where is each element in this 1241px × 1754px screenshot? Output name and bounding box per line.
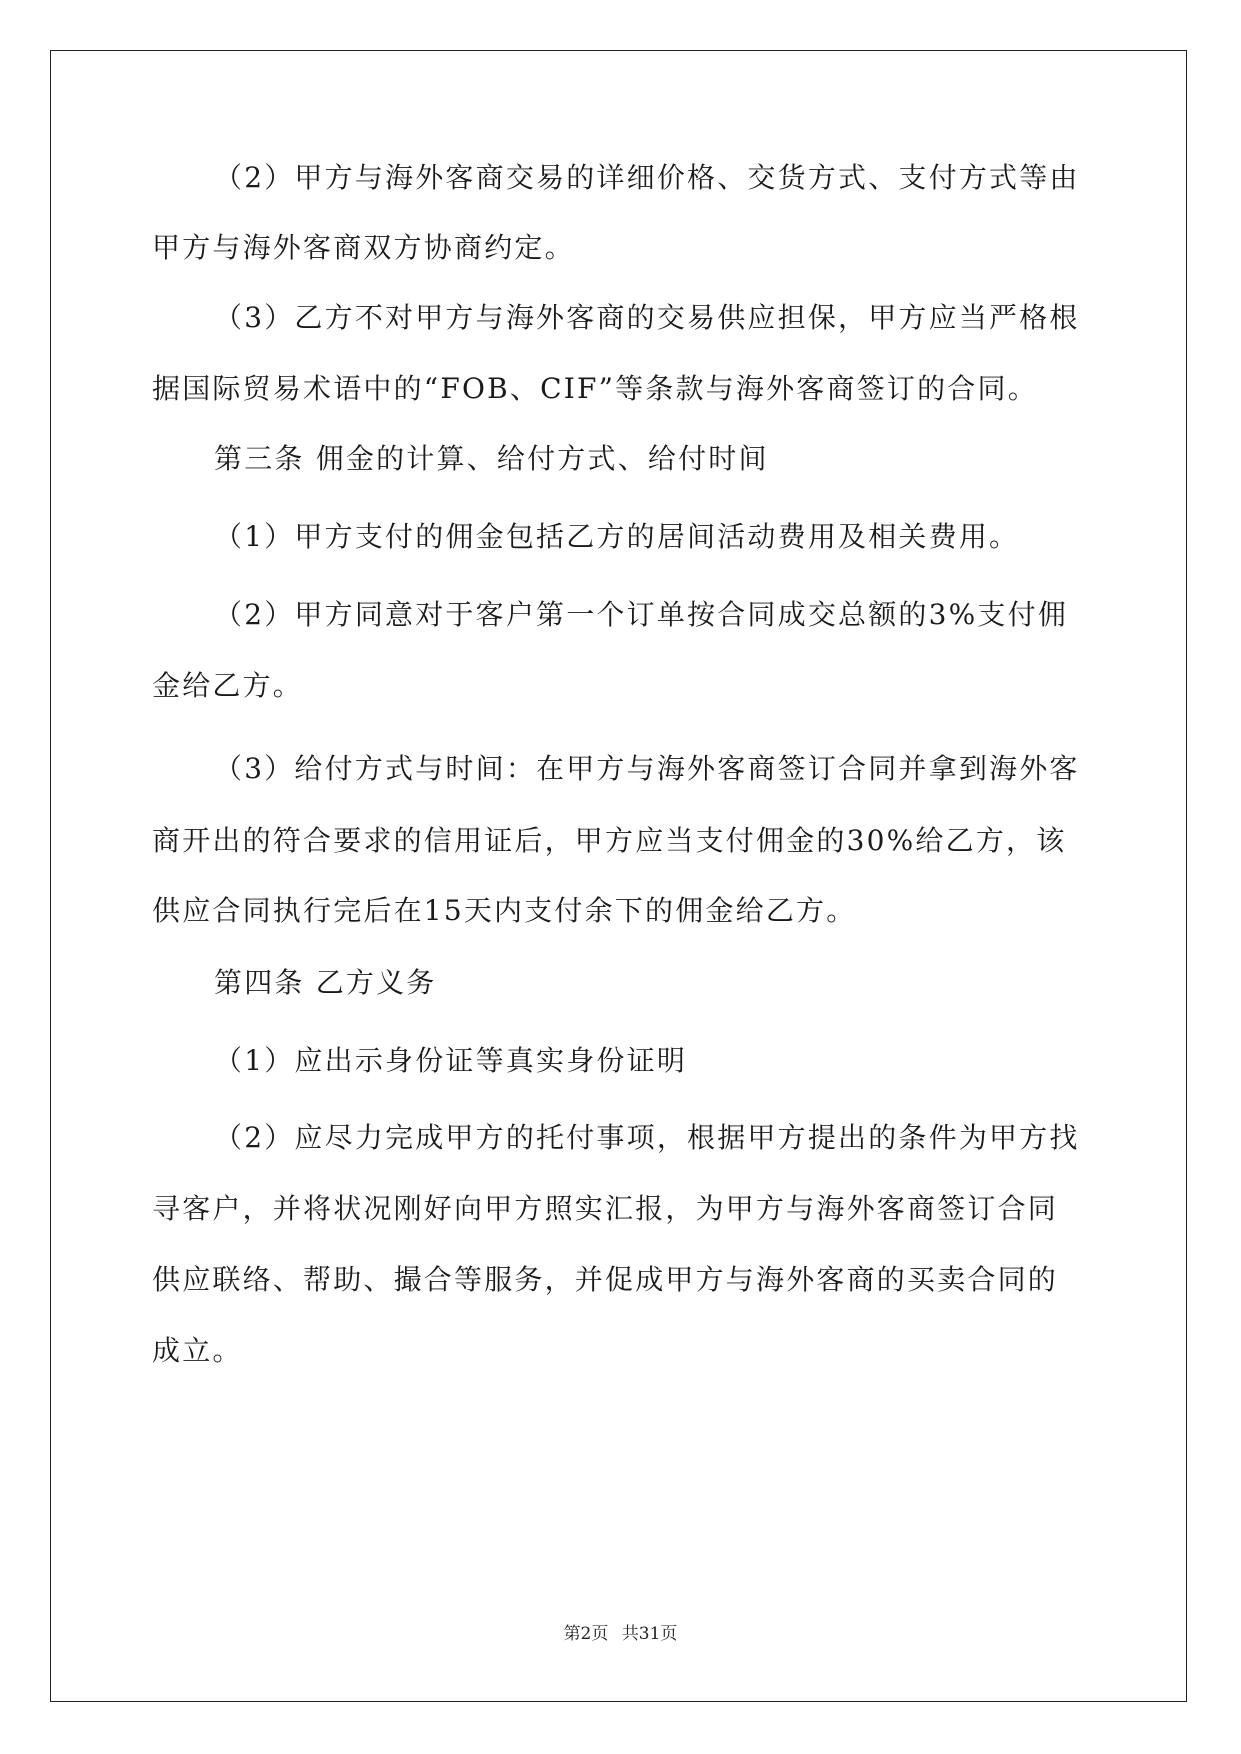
page-total: 共31页 [621,1624,678,1644]
text-line: （2）甲方同意对于客户第一个订单按合同成交总额的3%支付佣 [214,598,1069,631]
text-line: （3）给付方式与时间：在甲方与海外客商签订合同并拿到海外客 [214,752,1080,785]
text-line: 据国际贸易术语中的“FOB、CIF”等条款与海外客商签订的合同。 [152,372,1038,405]
text-line: 寻客户，并将状况刚好向甲方照实汇报，为甲方与海外客商签订合同 [152,1192,1059,1225]
text-line: （2）甲方与海外客商交易的详细价格、交货方式、支付方式等由 [214,161,1080,194]
text-line: （1）应出示身份证等真实身份证明 [214,1044,688,1077]
text-line: 甲方与海外客商双方协商约定。 [152,231,575,264]
page-number: 第2页 [563,1624,609,1644]
text-line: 成立。 [152,1334,243,1367]
text-line: 金给乙方。 [152,669,304,702]
text-line: 供应联络、帮助、撮合等服务，并促成甲方与海外客商的买卖合同的 [152,1263,1059,1296]
text-line: （1）甲方支付的佣金包括乙方的居间活动费用及相关费用。 [214,520,1020,553]
text-line: 供应合同执行完后在15天内支付余下的佣金给乙方。 [152,894,857,927]
page-footer [0,1623,1241,1645]
text-line: （2）应尽力完成甲方的托付事项，根据甲方提出的条件为甲方找 [214,1121,1080,1154]
section-heading: 第三条 佣金的计算、给付方式、给付时间 [214,442,769,475]
section-heading: 第四条 乙方义务 [214,966,437,999]
text-line: （3）乙方不对甲方与海外客商的交易供应担保，甲方应当严格根 [214,301,1080,334]
text-line: 商开出的符合要求的信用证后，甲方应当支付佣金的30%给乙方，该 [152,824,1067,857]
